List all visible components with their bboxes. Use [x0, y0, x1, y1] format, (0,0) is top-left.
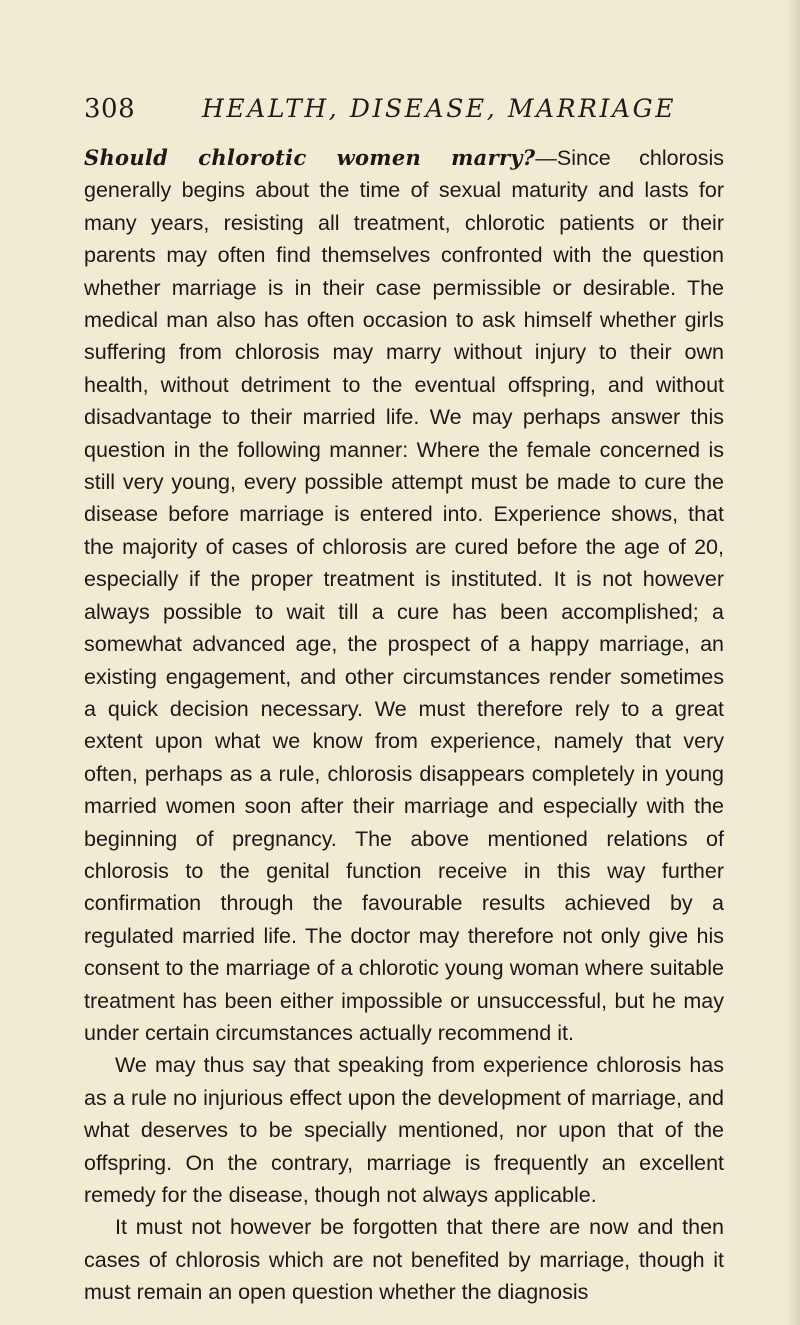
paragraph-1: [84, 142, 724, 1049]
paragraph-1-text: —Since chlorosis generally begins about the time of sexual maturity and lasts for many years, resisting all treatment, chlorotic patients or their parents may often find themselves confronted with the question whether marriage is in their case permissible or desirable. The medical man also has often occasion to ask himself whether girls suffering from chlorosis may marry without injury to their own health, without detriment to the eventual offspring, and without disadvantage to their married life. We may perhaps answer this question in the following manner: Where the female concerned is still very young, every possible attempt must be made to cure the disease before marriage is entered into. Experience shows, that the majority of cases of chlorosis are cured before the age of 20, especially if the proper treatment is instituted. It is not however always possible to wait till a cure has been accomplished; a somewhat advanced age, the prospect of a happy marriage, an existing engagement, and other circumstances render sometimes a quick decision necessary. We must therefore rely to a great extent upon what we know from experience, namely that very often, perhaps as a rule, chlorosis disappears completely in young married women soon after their marriage and especially with the beginning of pregnancy. The above mentioned relations of chlorosis to the genital function receive in this way further confirmation through the favourable results achieved by a regulated married life. The doctor may therefore not only give his consent to the marriage of a chlorotic young woman where suitable treatment has been either impossible or unsuccessful, but he may under certain circumstances actually recommend it.: [84, 146, 724, 1045]
paragraph-2: We may thus say that speaking from experience chlorosis has as a rule no injurious effect upon the development of marriage, and what deserves to be specially mentioned, nor upon that of the offspring. On the contrary, marriage is frequently an excellent remedy for the disease, though not always applicable.: [84, 1053, 724, 1207]
page-number: 308: [84, 94, 136, 124]
page-edge-shadow: [786, 0, 800, 1325]
running-head: [84, 94, 724, 134]
header-title: HEALTH, DISEASE, MARRIAGE: [202, 94, 677, 123]
run-in-heading: Should chlorotic women marry?: [84, 145, 536, 170]
body-text: [84, 142, 724, 1309]
paragraph-3: It must not however be forgotten that there are now and then cases of chlorosis which are not benefited by marriage, though it must remain an open question whether the diagnosis: [84, 1215, 724, 1305]
